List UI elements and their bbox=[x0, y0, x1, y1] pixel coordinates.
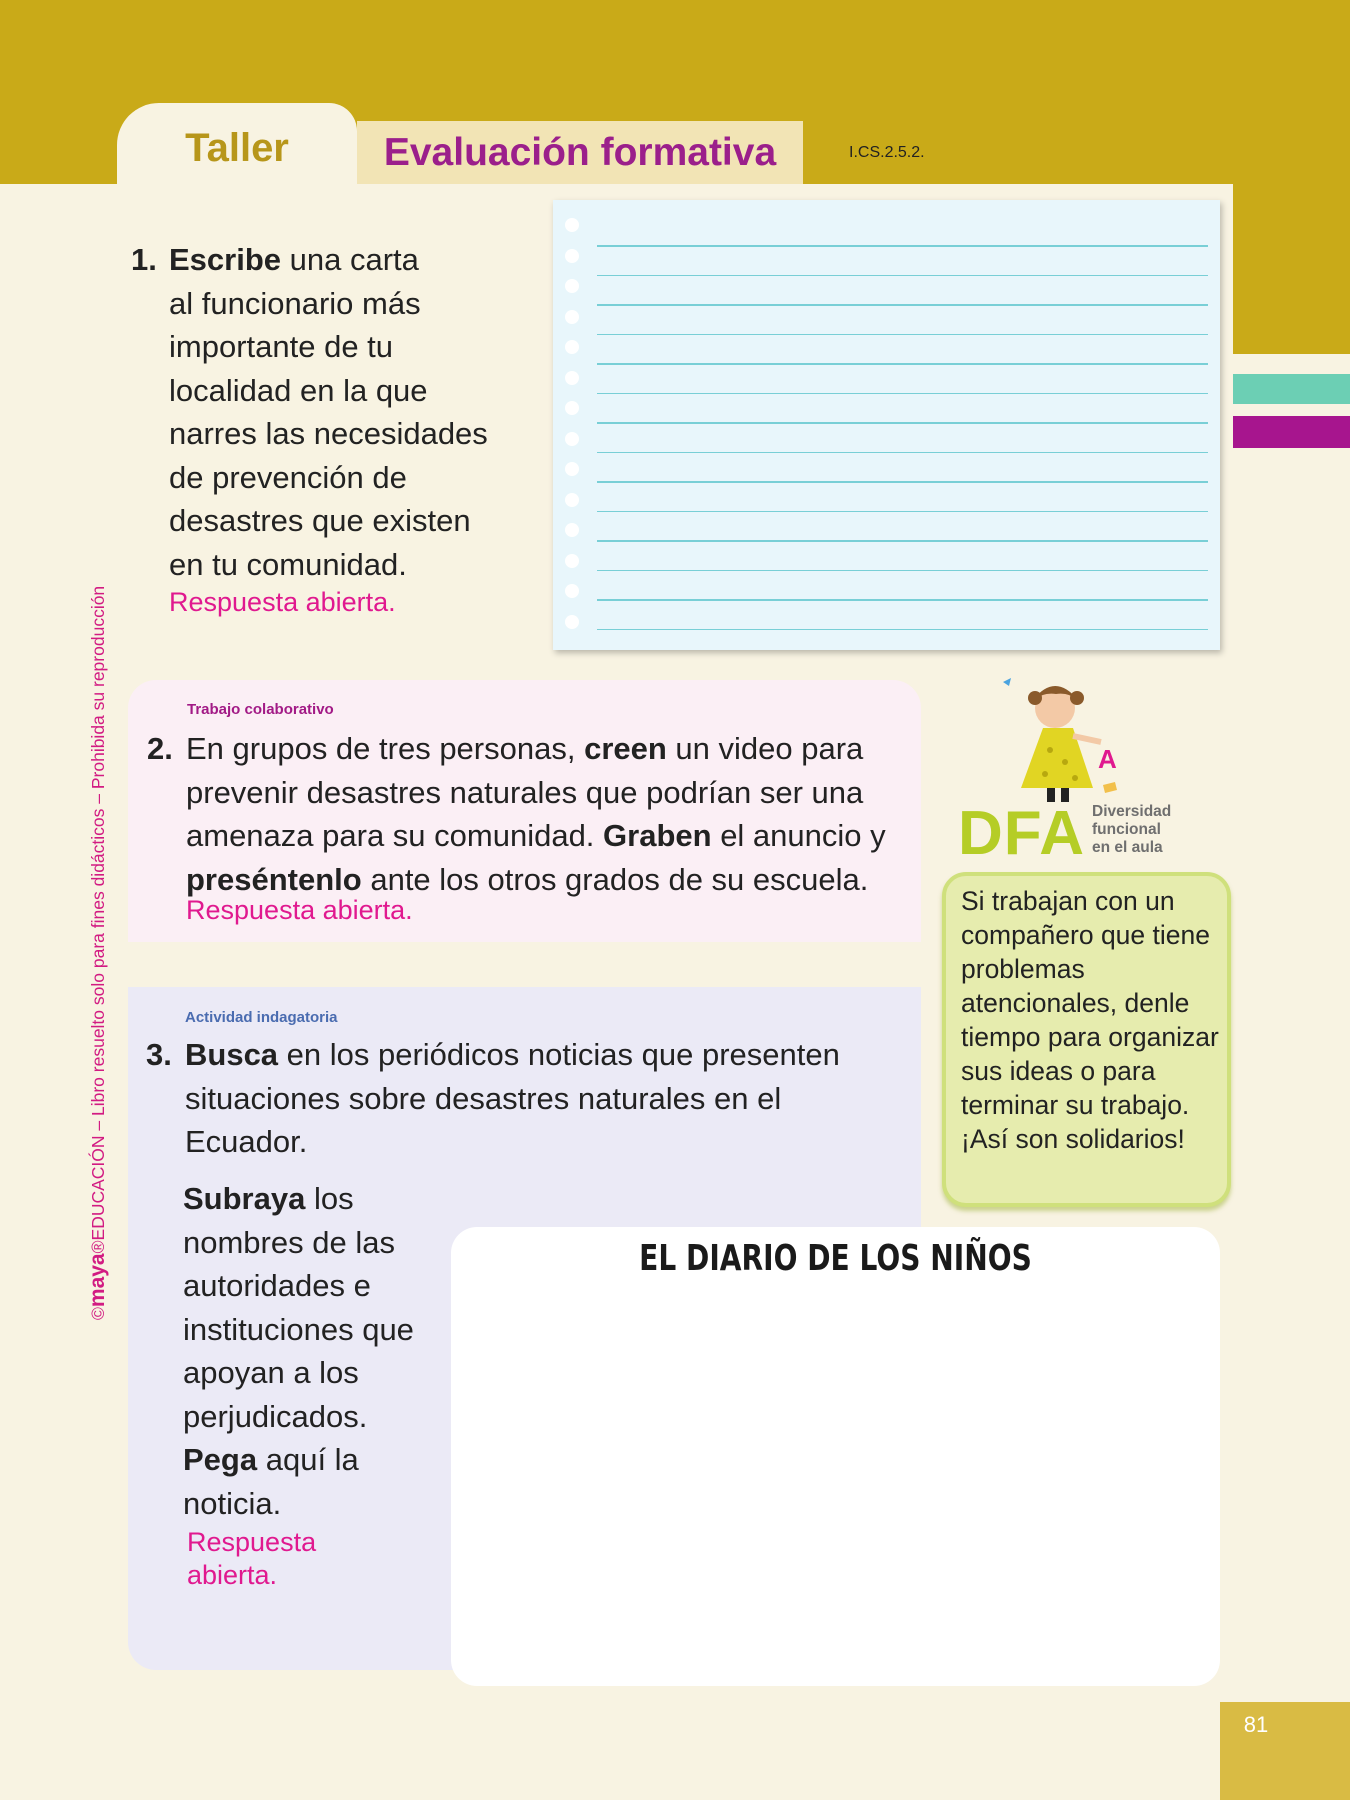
question-1-text bbox=[169, 238, 519, 586]
notebook-hole bbox=[565, 371, 579, 385]
question-3-text bbox=[185, 1033, 905, 1164]
dfa-subtitle-line: Diversidad bbox=[1092, 803, 1172, 820]
notebook-hole bbox=[565, 401, 579, 415]
copyright-sidebar: ©maya®EDUCACIÓN – Libro resuelto solo para fines didácticos – Prohibida su reproducción bbox=[86, 585, 109, 1320]
butterfly-icon bbox=[1003, 678, 1011, 686]
teal-strip bbox=[1233, 374, 1350, 404]
q1-line: importante de tu bbox=[169, 329, 394, 364]
notebook-hole bbox=[565, 615, 579, 629]
notebook-hole bbox=[565, 523, 579, 537]
notebook-hole bbox=[565, 249, 579, 263]
letter-a-icon: A bbox=[1098, 744, 1117, 774]
notebook-hole bbox=[565, 584, 579, 598]
q1-line: en tu comunidad. bbox=[169, 546, 407, 582]
notebook-line bbox=[597, 245, 1208, 247]
question-3-instructions bbox=[183, 1177, 443, 1525]
q1-line: al funcionario más bbox=[169, 285, 421, 321]
q1-line bbox=[169, 238, 519, 282]
text-span: ante los otros grados de su escuela. bbox=[361, 861, 869, 897]
verb: Subraya bbox=[183, 1181, 306, 1216]
girl-illustration bbox=[995, 670, 1140, 815]
text-span: un video para prevenir desastres naturales que podrían ser una amenaza para su comunidad. bbox=[186, 731, 864, 853]
question-number: 1. bbox=[131, 242, 157, 277]
newspaper-paste-area[interactable] bbox=[451, 1227, 1220, 1686]
activity-tag: Trabajo colaborativo bbox=[187, 701, 334, 718]
verb: Graben bbox=[603, 818, 712, 853]
brand-name: maya bbox=[86, 1253, 109, 1308]
answer-text: Respuesta abierta. bbox=[186, 895, 413, 925]
notebook-line bbox=[597, 481, 1208, 483]
verb: Busca bbox=[185, 1037, 279, 1072]
verb: preséntenlo bbox=[186, 861, 362, 897]
q1-line: de prevención de bbox=[169, 459, 407, 495]
text-span: En grupos de tres personas, bbox=[186, 731, 585, 766]
notebook-hole bbox=[565, 218, 579, 232]
notebook-line bbox=[597, 570, 1208, 572]
q1-line: narres las necesidades bbox=[169, 416, 488, 451]
q1-line: localidad en la que bbox=[169, 372, 428, 408]
section-tab: Taller bbox=[117, 103, 357, 184]
notebook-hole bbox=[565, 554, 579, 568]
answer-text: Respuesta abierta. bbox=[187, 1527, 317, 1590]
verb: creen bbox=[584, 731, 667, 766]
q1-line: desastres que existen bbox=[169, 503, 471, 538]
text-span: los nombres de las autoridades e instituciones que apoyan a los perjudicados. bbox=[183, 1181, 414, 1434]
page-number: 81 bbox=[1243, 1712, 1269, 1737]
notebook-line bbox=[597, 629, 1208, 631]
notebook-line bbox=[597, 452, 1208, 454]
notebook-hole bbox=[565, 462, 579, 476]
notebook-line bbox=[597, 422, 1208, 424]
activity-tag: Actividad indagatoria bbox=[185, 1009, 338, 1026]
notebook-line bbox=[597, 540, 1208, 542]
notebook-hole bbox=[565, 432, 579, 446]
side-band bbox=[1233, 184, 1350, 354]
notebook-hole bbox=[565, 340, 579, 354]
notebook-hole bbox=[565, 279, 579, 293]
notebook-paper[interactable] bbox=[553, 200, 1220, 650]
dfa-logo: DFA bbox=[958, 799, 1085, 868]
text-span: aquí la noticia. bbox=[183, 1442, 359, 1521]
dfa-subtitle bbox=[1092, 803, 1171, 857]
dfa-subtitle-line: funcional bbox=[1092, 821, 1161, 838]
notebook-hole bbox=[565, 310, 579, 324]
notebook-line bbox=[597, 599, 1208, 601]
question-number: 3. bbox=[146, 1037, 172, 1072]
question-number: 2. bbox=[147, 731, 173, 766]
verb: Pega bbox=[183, 1442, 258, 1477]
answer-text: Respuesta abierta. bbox=[169, 587, 396, 617]
dfa-note-text: Si trabajan con un compañero que tiene problemas atencionales, denle tiempo para organizar sus ideas o para terminar su trabajo. ¡Así son solidarios! bbox=[961, 886, 1219, 1154]
text-span: el anuncio y bbox=[711, 818, 886, 853]
dfa-subtitle-line: en el aula bbox=[1092, 839, 1163, 856]
page-title: Evaluación formativa bbox=[357, 121, 803, 184]
text-span: en los periódicos noticias que presenten situaciones sobre desastres naturales en el Ecuador. bbox=[185, 1037, 840, 1159]
notebook-line bbox=[597, 304, 1208, 306]
curriculum-code: I.CS.2.5.2. bbox=[849, 144, 925, 161]
copyright-text: EDUCACIÓN – Libro resuelto solo para fines didácticos – Prohibida su reproducción bbox=[88, 585, 108, 1241]
q1-line-text: una carta bbox=[281, 242, 419, 277]
q1-verb: Escribe bbox=[169, 242, 282, 277]
notebook-line bbox=[597, 393, 1208, 395]
magenta-strip bbox=[1233, 416, 1350, 448]
notebook-line bbox=[597, 275, 1208, 277]
notebook-hole bbox=[565, 493, 579, 507]
notebook-line bbox=[597, 334, 1208, 336]
newspaper-title: EL DIARIO DE LOS NIÑOS bbox=[639, 1238, 1032, 1279]
question-2-text bbox=[186, 727, 916, 901]
notebook-line bbox=[597, 363, 1208, 365]
notebook-line bbox=[597, 511, 1208, 513]
